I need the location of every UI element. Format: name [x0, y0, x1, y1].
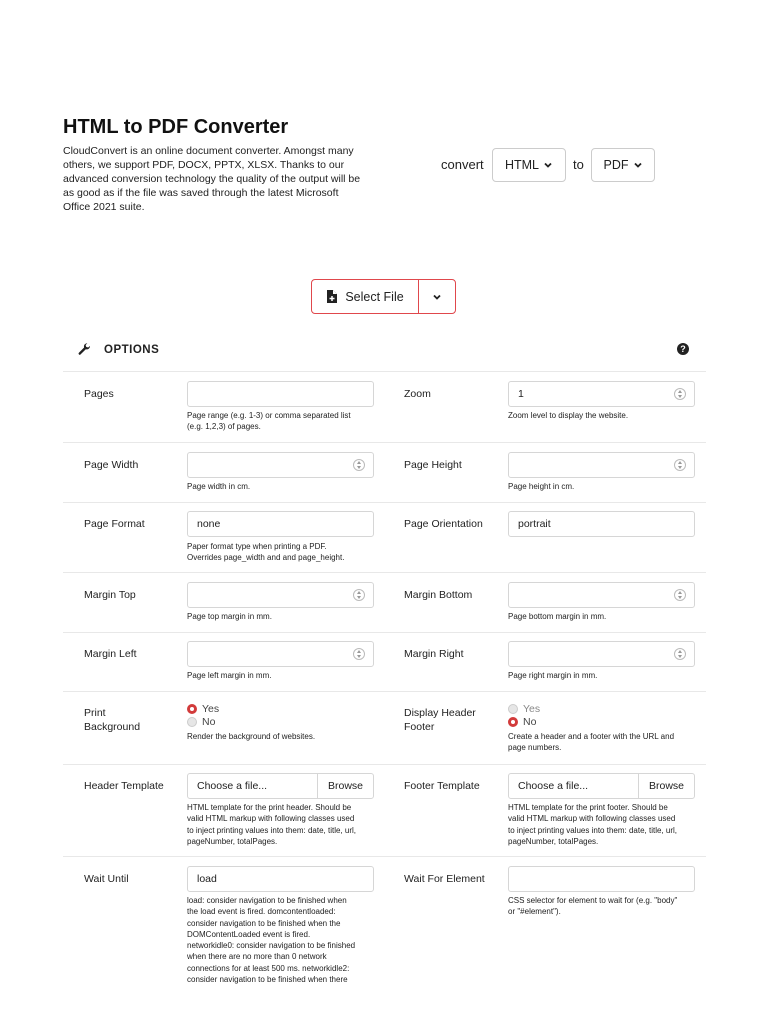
number-spinner-icon[interactable] — [674, 388, 686, 400]
options-heading: OPTIONS — [104, 344, 160, 356]
radio-checked-icon — [508, 717, 518, 727]
to-format-value: PDF — [603, 158, 629, 172]
display-header-footer-yes-radio[interactable] — [508, 702, 540, 715]
help-line: or "#element"). — [508, 907, 561, 917]
pages-help — [187, 410, 377, 433]
label-line: Display Header — [404, 707, 476, 719]
radio-unchecked-icon — [508, 704, 518, 714]
pages-label: Pages — [84, 388, 114, 400]
margin-top-help — [187, 611, 377, 622]
page-height-input[interactable] — [508, 452, 695, 478]
footer-template-label: Footer Template — [404, 780, 480, 792]
help-line: valid HTML markup with following classes used — [508, 814, 676, 824]
help-line: Page left margin in mm. — [187, 671, 272, 680]
divider — [63, 502, 706, 503]
help-line: when there are no more than 0 network — [187, 952, 327, 962]
divider — [63, 691, 706, 692]
from-format-value: HTML — [504, 158, 540, 172]
page-width-help — [187, 481, 377, 492]
help-circle-icon[interactable] — [677, 343, 689, 355]
zoom-value: 1 — [518, 388, 524, 400]
help-line: HTML template for the print footer. Should be — [508, 803, 668, 812]
wrench-icon — [78, 343, 91, 356]
margin-bottom-input[interactable] — [508, 582, 695, 608]
number-spinner-icon[interactable] — [674, 648, 686, 660]
file-plus-icon — [326, 290, 337, 303]
number-spinner-icon[interactable] — [353, 648, 365, 660]
page-height-label: Page Height — [404, 459, 462, 471]
margin-top-input[interactable] — [187, 582, 374, 608]
help-line: page numbers. — [508, 743, 562, 753]
wait-for-element-help — [508, 895, 698, 918]
to-format-select[interactable] — [591, 148, 655, 182]
margin-bottom-label: Margin Bottom — [404, 589, 473, 601]
from-format-select[interactable] — [492, 148, 566, 182]
description-line: advanced conversion technology the quality of the output will be — [63, 173, 361, 185]
divider — [63, 856, 706, 857]
margin-left-help — [187, 670, 377, 681]
number-spinner-icon[interactable] — [353, 589, 365, 601]
margin-top-label: Margin Top — [84, 589, 136, 601]
margin-bottom-help — [508, 611, 698, 622]
divider — [63, 764, 706, 765]
radio-label: No — [523, 715, 537, 728]
description-line: as good as if the file was saved through the latest Microsoft — [63, 187, 339, 199]
help-line: networkidle0: consider navigation to be finished — [187, 941, 356, 951]
help-line: Zoom level to display the website. — [508, 411, 629, 420]
wait-for-element-input[interactable] — [508, 866, 695, 892]
print-background-yes-radio[interactable] — [187, 702, 219, 715]
help-line: (e.g. 1,2,3) of pages. — [187, 422, 261, 432]
choose-file-text: Choose a file... — [197, 780, 268, 792]
help-line: Page height in cm. — [508, 482, 575, 491]
help-line: the load event is fired. domcontentloaded: — [187, 907, 336, 917]
help-line: Page range (e.g. 1-3) or comma separated list — [187, 411, 351, 420]
to-label: to — [573, 157, 584, 172]
header-template-file-input[interactable] — [187, 773, 374, 799]
number-spinner-icon[interactable] — [674, 459, 686, 471]
help-line: Page top margin in mm. — [187, 612, 272, 621]
margin-left-label: Margin Left — [84, 648, 137, 660]
margin-right-help — [508, 670, 698, 681]
description-line: Office 2021 suite. — [63, 201, 145, 213]
help-line: valid HTML markup with following classes used — [187, 814, 355, 824]
zoom-help — [508, 410, 698, 421]
help-line: DOMContentLoaded event is fired. — [187, 929, 311, 939]
pages-input[interactable] — [187, 381, 374, 407]
radio-label: No — [202, 715, 216, 728]
header-template-help — [187, 802, 377, 847]
select-file-button[interactable] — [312, 280, 418, 313]
help-line: to inject printing values into them: date, title, url, — [508, 825, 677, 835]
help-line: pageNumber, totalPages. — [187, 836, 278, 846]
select-file-button-group — [311, 279, 456, 314]
help-line: load: consider navigation to be finished when — [187, 896, 347, 905]
help-line: to inject printing values into them: date, title, url, — [187, 825, 356, 835]
number-spinner-icon[interactable] — [674, 589, 686, 601]
help-line: Render the background of websites. — [187, 732, 316, 741]
page-description — [63, 144, 383, 214]
wait-until-select[interactable]: load — [187, 866, 374, 892]
help-line: HTML template for the print header. Should be — [187, 803, 352, 812]
footer-template-file-input[interactable] — [508, 773, 695, 799]
header-template-label: Header Template — [84, 780, 164, 792]
browse-button[interactable]: Browse — [317, 774, 373, 798]
help-line: Page bottom margin in mm. — [508, 612, 607, 621]
margin-right-label: Margin Right — [404, 648, 464, 660]
select-file-label: Select File — [345, 289, 404, 304]
print-background-label — [84, 706, 140, 734]
label-line: Print — [84, 707, 106, 719]
help-line: Overrides page_width and and page_height. — [187, 553, 345, 563]
svg-text:?: ? — [680, 344, 686, 355]
divider — [63, 572, 706, 573]
help-line: connections for at least 500 ms. networkidle2: — [187, 963, 350, 973]
page-format-help — [187, 541, 377, 564]
chevron-down-icon — [432, 292, 442, 302]
page-orientation-label: Page Orientation — [404, 518, 483, 530]
display-header-footer-help — [508, 731, 698, 754]
radio-unchecked-icon — [187, 717, 197, 727]
margin-left-input[interactable] — [187, 641, 374, 667]
display-header-footer-no-radio[interactable] — [508, 715, 536, 728]
wait-until-help — [187, 895, 377, 985]
display-header-footer-label — [404, 706, 476, 734]
print-background-no-radio[interactable] — [187, 715, 215, 728]
label-line: Background — [84, 721, 141, 733]
wait-for-element-label: Wait For Element — [404, 873, 485, 885]
page-width-input[interactable] — [187, 452, 374, 478]
help-line: consider navigation to be finished when there — [187, 975, 348, 985]
help-line: CSS selector for element to wait for (e.g. "body" — [508, 896, 678, 905]
radio-checked-icon — [187, 704, 197, 714]
page-height-help — [508, 481, 698, 492]
description-line: others, we support PDF, DOCX, PPTX, XLSX. Thanks to our — [63, 159, 345, 171]
page-orientation-select[interactable]: portrait — [508, 511, 695, 537]
divider — [63, 632, 706, 633]
browse-button[interactable]: Browse — [638, 774, 694, 798]
page-format-select[interactable]: none — [187, 511, 374, 537]
choose-file-text: Choose a file... — [518, 780, 589, 792]
help-line: Page right margin in mm. — [508, 671, 598, 680]
zoom-label: Zoom — [404, 388, 431, 400]
margin-right-input[interactable] — [508, 641, 695, 667]
help-line: Page width in cm. — [187, 482, 251, 491]
divider — [63, 442, 706, 443]
help-line: Paper format type when printing a PDF. — [187, 542, 327, 551]
page-format-label: Page Format — [84, 518, 145, 530]
print-background-help — [187, 731, 377, 742]
zoom-input[interactable] — [508, 381, 695, 407]
help-line: pageNumber, totalPages. — [508, 836, 599, 846]
wait-until-label: Wait Until — [84, 873, 129, 885]
help-line: Create a header and a footer with the URL and — [508, 732, 675, 741]
chevron-down-icon — [633, 160, 643, 170]
page-title: HTML to PDF Converter — [63, 116, 289, 138]
chevron-down-icon — [543, 160, 553, 170]
footer-template-help — [508, 802, 698, 847]
convert-label: convert — [441, 157, 484, 172]
radio-label: Yes — [202, 702, 220, 715]
number-spinner-icon[interactable] — [353, 459, 365, 471]
description-line: CloudConvert is an online document converter. Amongst many — [63, 145, 354, 157]
radio-label: Yes — [523, 702, 541, 715]
divider — [63, 371, 706, 372]
label-line: Footer — [404, 721, 435, 733]
page-width-label: Page Width — [84, 459, 139, 471]
help-line: consider navigation to be finished when the — [187, 918, 341, 928]
select-file-dropdown-toggle[interactable] — [418, 280, 455, 313]
